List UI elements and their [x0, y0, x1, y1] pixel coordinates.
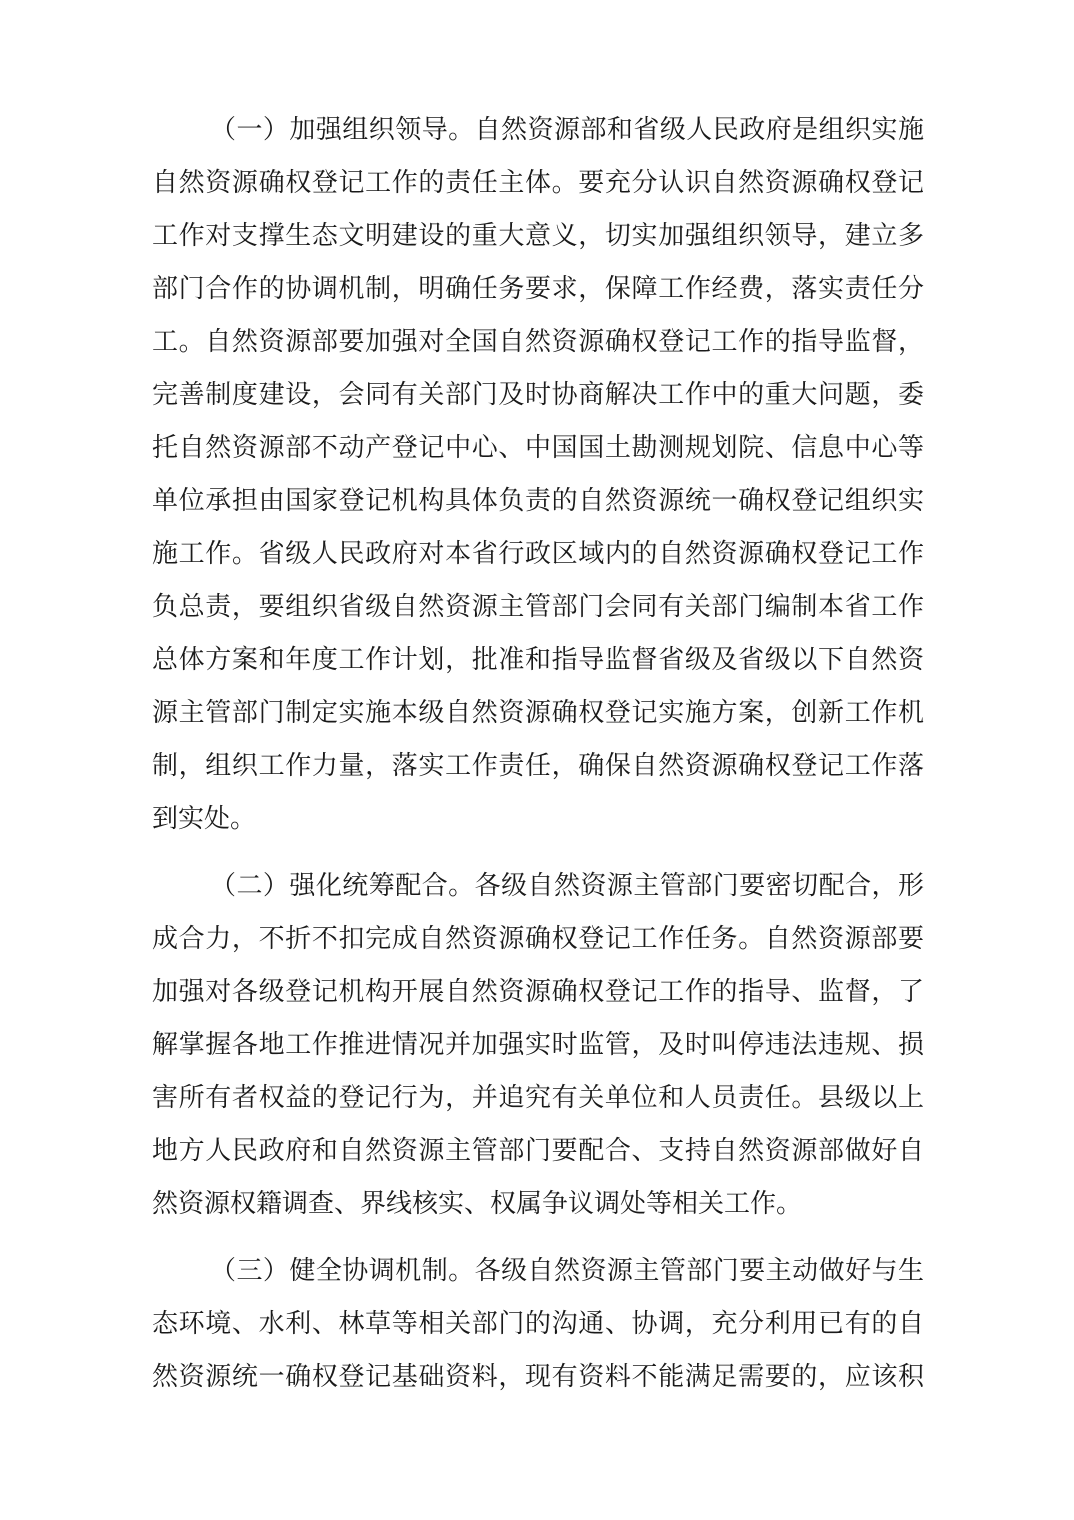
paragraph-1-line-13: 制，组织工作力量，落实工作责任，确保自然资源确权登记工作落 [152, 751, 924, 781]
paragraph-2-line-7: 然资源权籍调查、界线核实、权属争议调处等相关工作。 [152, 1189, 803, 1219]
paragraph-3-line-3: 然资源统一确权登记基础资料，现有资料不能满足需要的，应该积 [152, 1362, 924, 1392]
paragraph-2-line-2: 成合力，不折不扣完成自然资源确权登记工作任务。自然资源部要 [152, 924, 924, 954]
paragraph-1-line-6: 完善制度建设，会同有关部门及时协商解决工作中的重大问题，委 [152, 380, 924, 410]
paragraph-1-line-3: 工作对支撑生态文明建设的重大意义，切实加强组织领导，建立多 [152, 221, 924, 251]
paragraph-2-line-5: 害所有者权益的登记行为，并追究有关单位和人员责任。县级以上 [152, 1083, 924, 1113]
paragraph-1-line-12: 源主管部门制定实施本级自然资源确权登记实施方案，创新工作机 [152, 698, 924, 728]
paragraph-1-line-9: 施工作。省级人民政府对本省行政区域内的自然资源确权登记工作 [152, 539, 924, 569]
paragraph-2-line-1: （二）强化统筹配合。各级自然资源主管部门要密切配合，形 [210, 871, 924, 901]
paragraph-1-line-10: 负总责，要组织省级自然资源主管部门会同有关部门编制本省工作 [152, 592, 924, 622]
paragraph-2-line-4: 解掌握各地工作推进情况并加强实时监管，及时叫停违法违规、损 [152, 1030, 924, 1060]
paragraph-1-line-2: 自然资源确权登记工作的责任主体。要充分认识自然资源确权登记 [152, 168, 924, 198]
paragraph-1-line-4: 部门合作的协调机制，明确任务要求，保障工作经费，落实责任分 [152, 274, 924, 304]
paragraph-1-line-7: 托自然资源部不动产登记中心、中国国土勘测规划院、信息中心等 [152, 433, 924, 463]
paragraph-1-line-5: 工。自然资源部要加强对全国自然资源确权登记工作的指导监督， [152, 327, 924, 357]
paragraph-3-line-1: （三）健全协调机制。各级自然资源主管部门要主动做好与生 [210, 1256, 924, 1286]
paragraph-2-line-6: 地方人民政府和自然资源主管部门要配合、支持自然资源部做好自 [152, 1136, 924, 1166]
paragraph-1-line-8: 单位承担由国家登记机构具体负责的自然资源统一确权登记组织实 [152, 486, 924, 516]
paragraph-2-line-3: 加强对各级登记机构开展自然资源确权登记工作的指导、监督，了 [152, 977, 924, 1007]
paragraph-1-line-14: 到实处。 [152, 804, 257, 834]
paragraph-1-line-1: （一）加强组织领导。自然资源部和省级人民政府是组织实施 [210, 115, 924, 145]
paragraph-3-line-2: 态环境、水利、林草等相关部门的沟通、协调，充分利用已有的自 [152, 1309, 924, 1339]
paragraph-1-line-11: 总体方案和年度工作计划，批准和指导监督省级及省级以下自然资 [152, 645, 924, 675]
